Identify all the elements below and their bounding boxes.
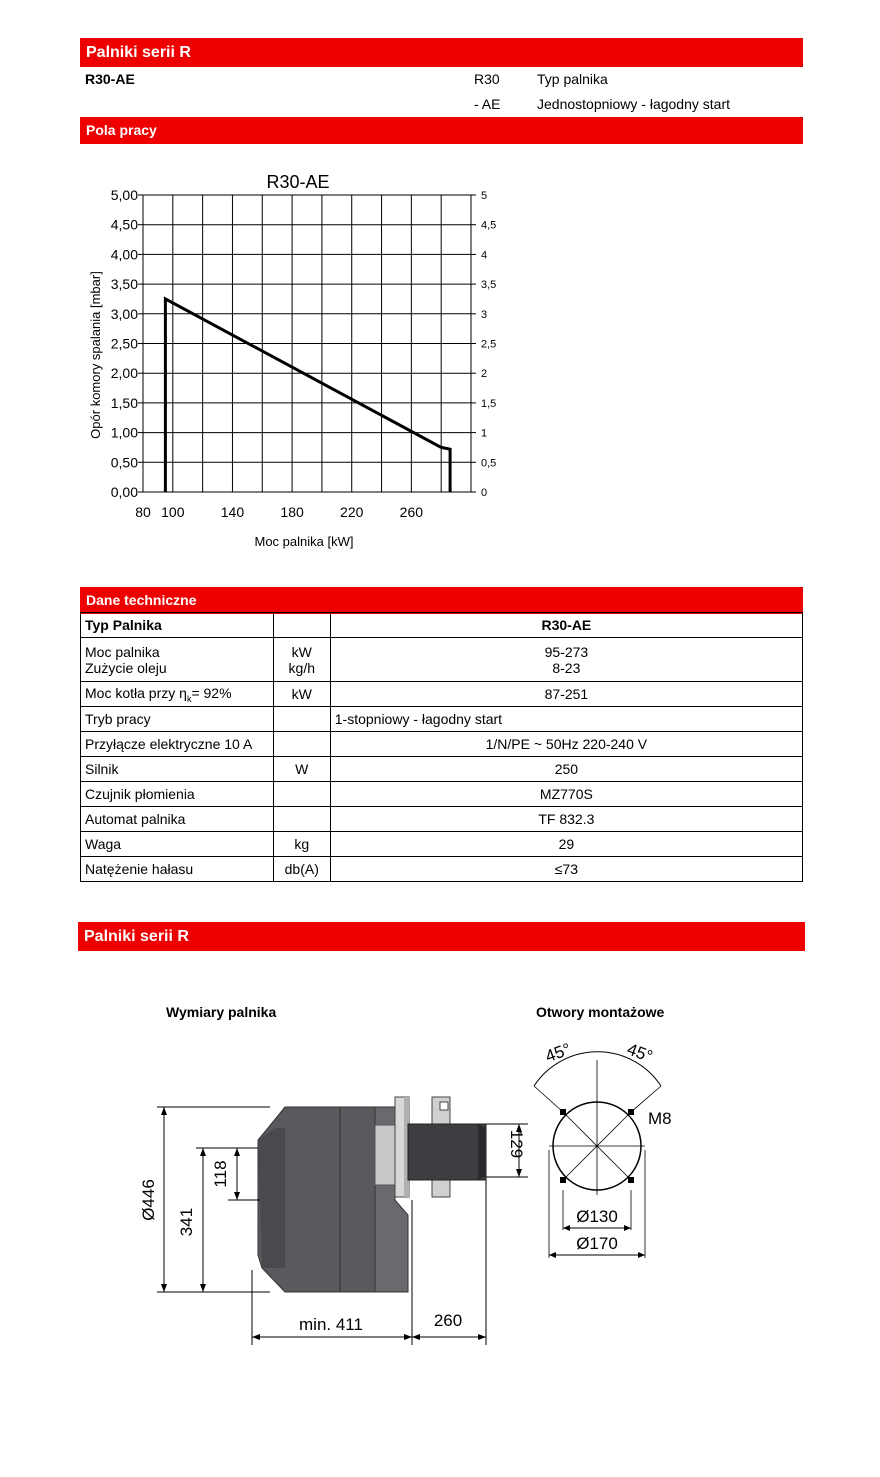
table-cell: Silnik bbox=[81, 757, 274, 782]
table-cell: W bbox=[273, 757, 330, 782]
table-cell: 29 bbox=[330, 832, 802, 857]
mounting-holes-drawing bbox=[534, 1052, 661, 1258]
model-desc-2: Jednostopniowy - łagodny start bbox=[537, 96, 730, 112]
bolt-size: M8 bbox=[648, 1109, 672, 1128]
table-row bbox=[81, 807, 803, 832]
drawing-title-left: Wymiary palnika bbox=[166, 1004, 277, 1020]
x-tick-label: 180 bbox=[280, 504, 304, 520]
y-tick-label: 0,50 bbox=[110, 454, 138, 471]
angle-right: 45° bbox=[624, 1039, 656, 1067]
model-code-2: - AE bbox=[474, 96, 501, 112]
table-cell: Natężenie hałasu bbox=[81, 857, 274, 882]
y-tick-label: 4,00 bbox=[110, 246, 138, 263]
x-tick-label: 220 bbox=[340, 504, 364, 520]
y-tick-label-right: 3 bbox=[481, 308, 488, 321]
table-row bbox=[81, 757, 803, 782]
table-cell: Czujnik płomienia bbox=[81, 782, 274, 807]
section-header-tech-data bbox=[80, 587, 803, 614]
dim-341: 341 bbox=[177, 1207, 196, 1237]
value-zuzycie: 8-23 bbox=[552, 659, 581, 676]
chart-title: R30-AE bbox=[266, 172, 330, 192]
model-name: R30-AE bbox=[85, 71, 135, 87]
table-cell bbox=[273, 732, 330, 757]
table-cell bbox=[273, 613, 330, 638]
section-header-operating-range bbox=[80, 117, 803, 144]
label-kociol-sub: k bbox=[186, 693, 192, 704]
table-row bbox=[81, 782, 803, 807]
table-cell: TF 832.3 bbox=[330, 807, 802, 832]
x-tick-label: 100 bbox=[161, 504, 185, 520]
table-cell bbox=[273, 782, 330, 807]
table-row bbox=[81, 638, 803, 682]
x-axis bbox=[135, 504, 423, 520]
table-cell: MZ770S bbox=[330, 782, 802, 807]
y-axis-label: Opór komory spalania [mbar] bbox=[88, 271, 103, 439]
table-cell bbox=[81, 638, 274, 682]
unit-zuzycie: kg/h bbox=[288, 659, 315, 676]
x-axis-label: Moc palnika [kW] bbox=[254, 534, 354, 549]
label-kociol-post: = 92% bbox=[191, 684, 232, 701]
operating-range-line bbox=[165, 299, 450, 492]
table-row bbox=[81, 707, 803, 732]
x-tick-label: 260 bbox=[399, 504, 424, 520]
y-tick-label-right: 3,5 bbox=[481, 279, 497, 292]
y-tick-label: 2,00 bbox=[110, 365, 138, 382]
y-tick-label-right: 4,5 bbox=[481, 219, 497, 232]
y-tick-label: 3,50 bbox=[110, 276, 138, 293]
y-tick-label-right: 1 bbox=[481, 427, 488, 440]
y-tick-label-right: 2 bbox=[481, 368, 488, 381]
y-axis-left bbox=[111, 187, 143, 500]
y-axis-right bbox=[471, 190, 496, 499]
table-cell bbox=[273, 707, 330, 732]
table-cell: 1-stopniowy - łagodny start bbox=[330, 707, 802, 732]
dim-130: Ø130 bbox=[576, 1207, 618, 1226]
dimension-drawing bbox=[0, 990, 880, 1370]
section-title: Palniki serii R bbox=[84, 928, 189, 945]
y-tick-label-right: 0,5 bbox=[481, 457, 497, 470]
table-cell: Typ Palnika bbox=[81, 613, 274, 638]
y-tick-label: 2,50 bbox=[110, 335, 138, 352]
table-cell bbox=[273, 807, 330, 832]
label-zuzycie: Zużycie oleju bbox=[85, 659, 167, 676]
table-cell bbox=[330, 638, 802, 682]
table-cell: db(A) bbox=[273, 857, 330, 882]
drawing-title-right: Otwory montażowe bbox=[536, 1004, 665, 1020]
table-row bbox=[81, 613, 803, 638]
dim-446: Ø446 bbox=[139, 1179, 158, 1221]
section-header-dimensions bbox=[78, 922, 805, 951]
label-moc: Moc palnika bbox=[85, 643, 160, 660]
table-cell: Przyłącze elektryczne 10 A bbox=[81, 732, 274, 757]
table-cell: Tryb pracy bbox=[81, 707, 274, 732]
table-cell: R30-AE bbox=[330, 613, 802, 638]
operating-range-chart bbox=[0, 160, 560, 560]
y-tick-label: 4,50 bbox=[110, 216, 138, 233]
y-tick-label-right: 5 bbox=[481, 190, 488, 202]
dim-411: min. 411 bbox=[299, 1315, 363, 1334]
dim-129: 129 bbox=[507, 1129, 526, 1159]
y-tick-label: 0,00 bbox=[110, 484, 138, 500]
dim-170: Ø170 bbox=[576, 1234, 618, 1253]
label-kociol: Moc kotła przy η bbox=[85, 684, 187, 701]
y-tick-label-right: 1,5 bbox=[481, 397, 497, 410]
unit-moc: kW bbox=[291, 643, 312, 660]
y-tick-label: 1,00 bbox=[110, 424, 138, 441]
table-cell: 87-251 bbox=[330, 682, 802, 707]
section-title: Dane techniczne bbox=[86, 592, 197, 608]
table-cell: 250 bbox=[330, 757, 802, 782]
chart-grid bbox=[143, 195, 471, 492]
x-tick-label: 80 bbox=[135, 504, 151, 520]
y-tick-label-right: 2,5 bbox=[481, 338, 497, 351]
section-title: Pola pracy bbox=[86, 122, 157, 138]
angle-left: 45° bbox=[542, 1039, 574, 1067]
table-cell: Automat palnika bbox=[81, 807, 274, 832]
table-cell: kW bbox=[273, 682, 330, 707]
y-tick-label-right: 0 bbox=[481, 487, 488, 499]
section-header-burners bbox=[80, 38, 803, 67]
dim-118: 118 bbox=[211, 1160, 230, 1188]
section-title: Palniki serii R bbox=[86, 44, 191, 61]
dim-260: 260 bbox=[433, 1311, 463, 1330]
table-row bbox=[81, 832, 803, 857]
y-tick-label: 5,00 bbox=[110, 187, 138, 203]
burner-body bbox=[258, 1097, 486, 1292]
table-row bbox=[81, 682, 803, 707]
table-cell bbox=[273, 638, 330, 682]
table-cell: 1/N/PE ~ 50Hz 220-240 V bbox=[330, 732, 802, 757]
value-moc: 95-273 bbox=[544, 643, 589, 660]
model-code-1: R30 bbox=[474, 71, 500, 87]
table-row bbox=[81, 857, 803, 882]
tech-data-table bbox=[80, 612, 803, 882]
table-cell: kg bbox=[273, 832, 330, 857]
table-cell: ≤73 bbox=[330, 857, 802, 882]
x-tick-label: 140 bbox=[220, 504, 245, 520]
y-tick-label: 3,00 bbox=[110, 305, 138, 322]
y-tick-label: 1,50 bbox=[110, 394, 138, 411]
y-tick-label-right: 4 bbox=[481, 249, 488, 262]
model-desc-1: Typ palnika bbox=[537, 71, 608, 87]
table-cell: Waga bbox=[81, 832, 274, 857]
table-row bbox=[81, 732, 803, 757]
table-cell bbox=[81, 682, 274, 707]
